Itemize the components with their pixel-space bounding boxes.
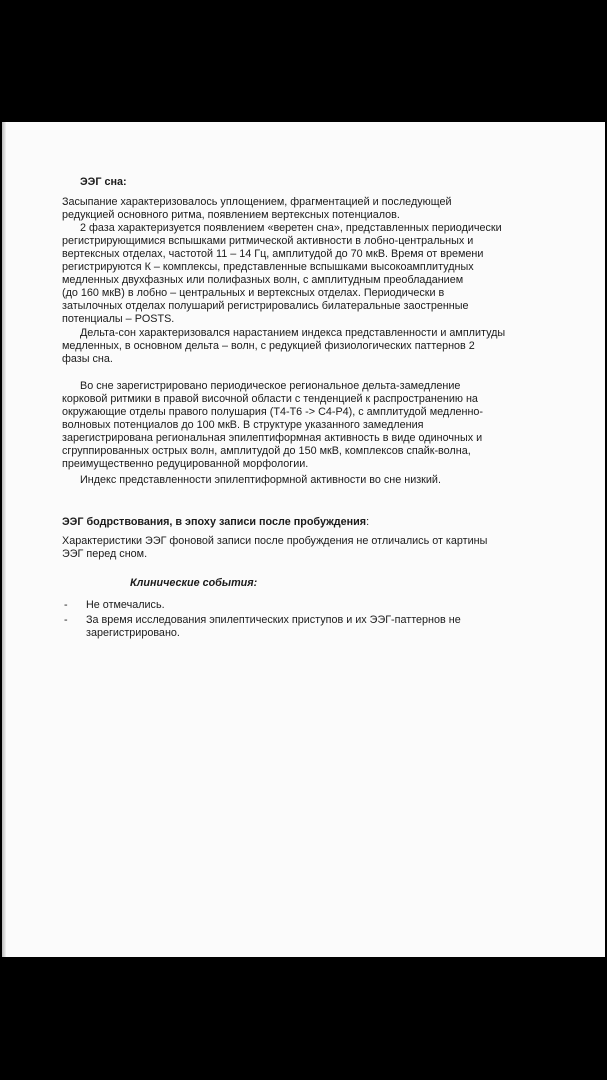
text-line: Во сне зарегистрировано периодическое региональное дельта-замедление <box>80 380 461 392</box>
text-line: зарегистрировано. <box>86 627 180 639</box>
text-line: регистрирующимися вспышками ритмической активности в лобно-центральных и <box>62 235 474 247</box>
text-line: медленных двухфазных или полифазных волн, с амплитудным преобладанием <box>62 274 464 286</box>
text-line: За время исследования эпилептических приступов и их ЭЭГ-паттернов не <box>86 614 461 626</box>
text-line: затылочных отделах полушарий регистрировались билатеральные заостренные <box>62 300 469 312</box>
page-edge-shadow <box>2 122 6 957</box>
text-line: Не отмечались. <box>86 599 165 611</box>
text-line: окружающие отделы правого полушария (T4-T6 -> C4-P4), с амплитудой медленно- <box>62 406 484 418</box>
text-line: зарегистрирована региональная эпилептиформная активность в виде одиночных и <box>62 432 483 444</box>
list-bullet: - <box>64 599 68 611</box>
clinical-events-title: Клинические события: <box>130 577 258 589</box>
text-line: 2 фаза характеризуется появлением «веретен сна», представленных периодически <box>80 222 502 234</box>
text-line: сгруппированных острых волн, амплитудой до 150 мкВ, комплексов спайк-волна, <box>62 445 471 457</box>
text-line: (до 160 мкВ) в лобно – центральных и вертексных отделах. Периодически в <box>62 287 445 299</box>
wake-eeg-title: ЭЭГ бодрствования, в эпоху записи после пробуждения <box>62 516 367 528</box>
list-bullet: - <box>64 614 68 626</box>
wake-eeg-heading <box>62 516 369 530</box>
wake-eeg-title-colon: : <box>366 516 370 528</box>
text-line: Дельта-сон характеризовался нарастанием индекса представленности и амплитуды <box>80 327 506 339</box>
document-page <box>2 122 605 957</box>
text-line: ЭЭГ перед сном. <box>62 548 148 560</box>
text-line: редукцией основного ритма, появлением вертексных потенциалов. <box>62 209 400 221</box>
text-line: вертексных отделах, частотой 11 – 14 Гц, амплитудой до 70 мкВ. Время от времени <box>62 248 484 260</box>
sleep-eeg-title: ЭЭГ сна: <box>80 176 127 188</box>
text-line: регистрируются К – комплексы, представленные вспышками высокоамплитудных <box>62 261 474 273</box>
text-line: фазы сна. <box>62 353 113 365</box>
text-line: корковой ритмики в правой височной области с тенденцией к распространению на <box>62 393 478 405</box>
text-line: Индекс представленности эпилептиформной активности во сне низкий. <box>80 474 441 486</box>
text-line: Характеристики ЭЭГ фоновой записи после пробуждения не отличались от картины <box>62 535 488 547</box>
text-line: Засыпание характеризовалось уплощением, фрагментацией и последующей <box>62 196 452 208</box>
text-line: медленных, в основном дельта – волн, с редукцией физиологических паттернов 2 <box>62 340 475 352</box>
text-line: потенциалы – POSTS. <box>62 313 175 325</box>
text-line: преимущественно редуцированной морфологии. <box>62 458 309 470</box>
text-line: волновых потенциалов до 100 мкВ. В структуре указанного замедления <box>62 419 424 431</box>
